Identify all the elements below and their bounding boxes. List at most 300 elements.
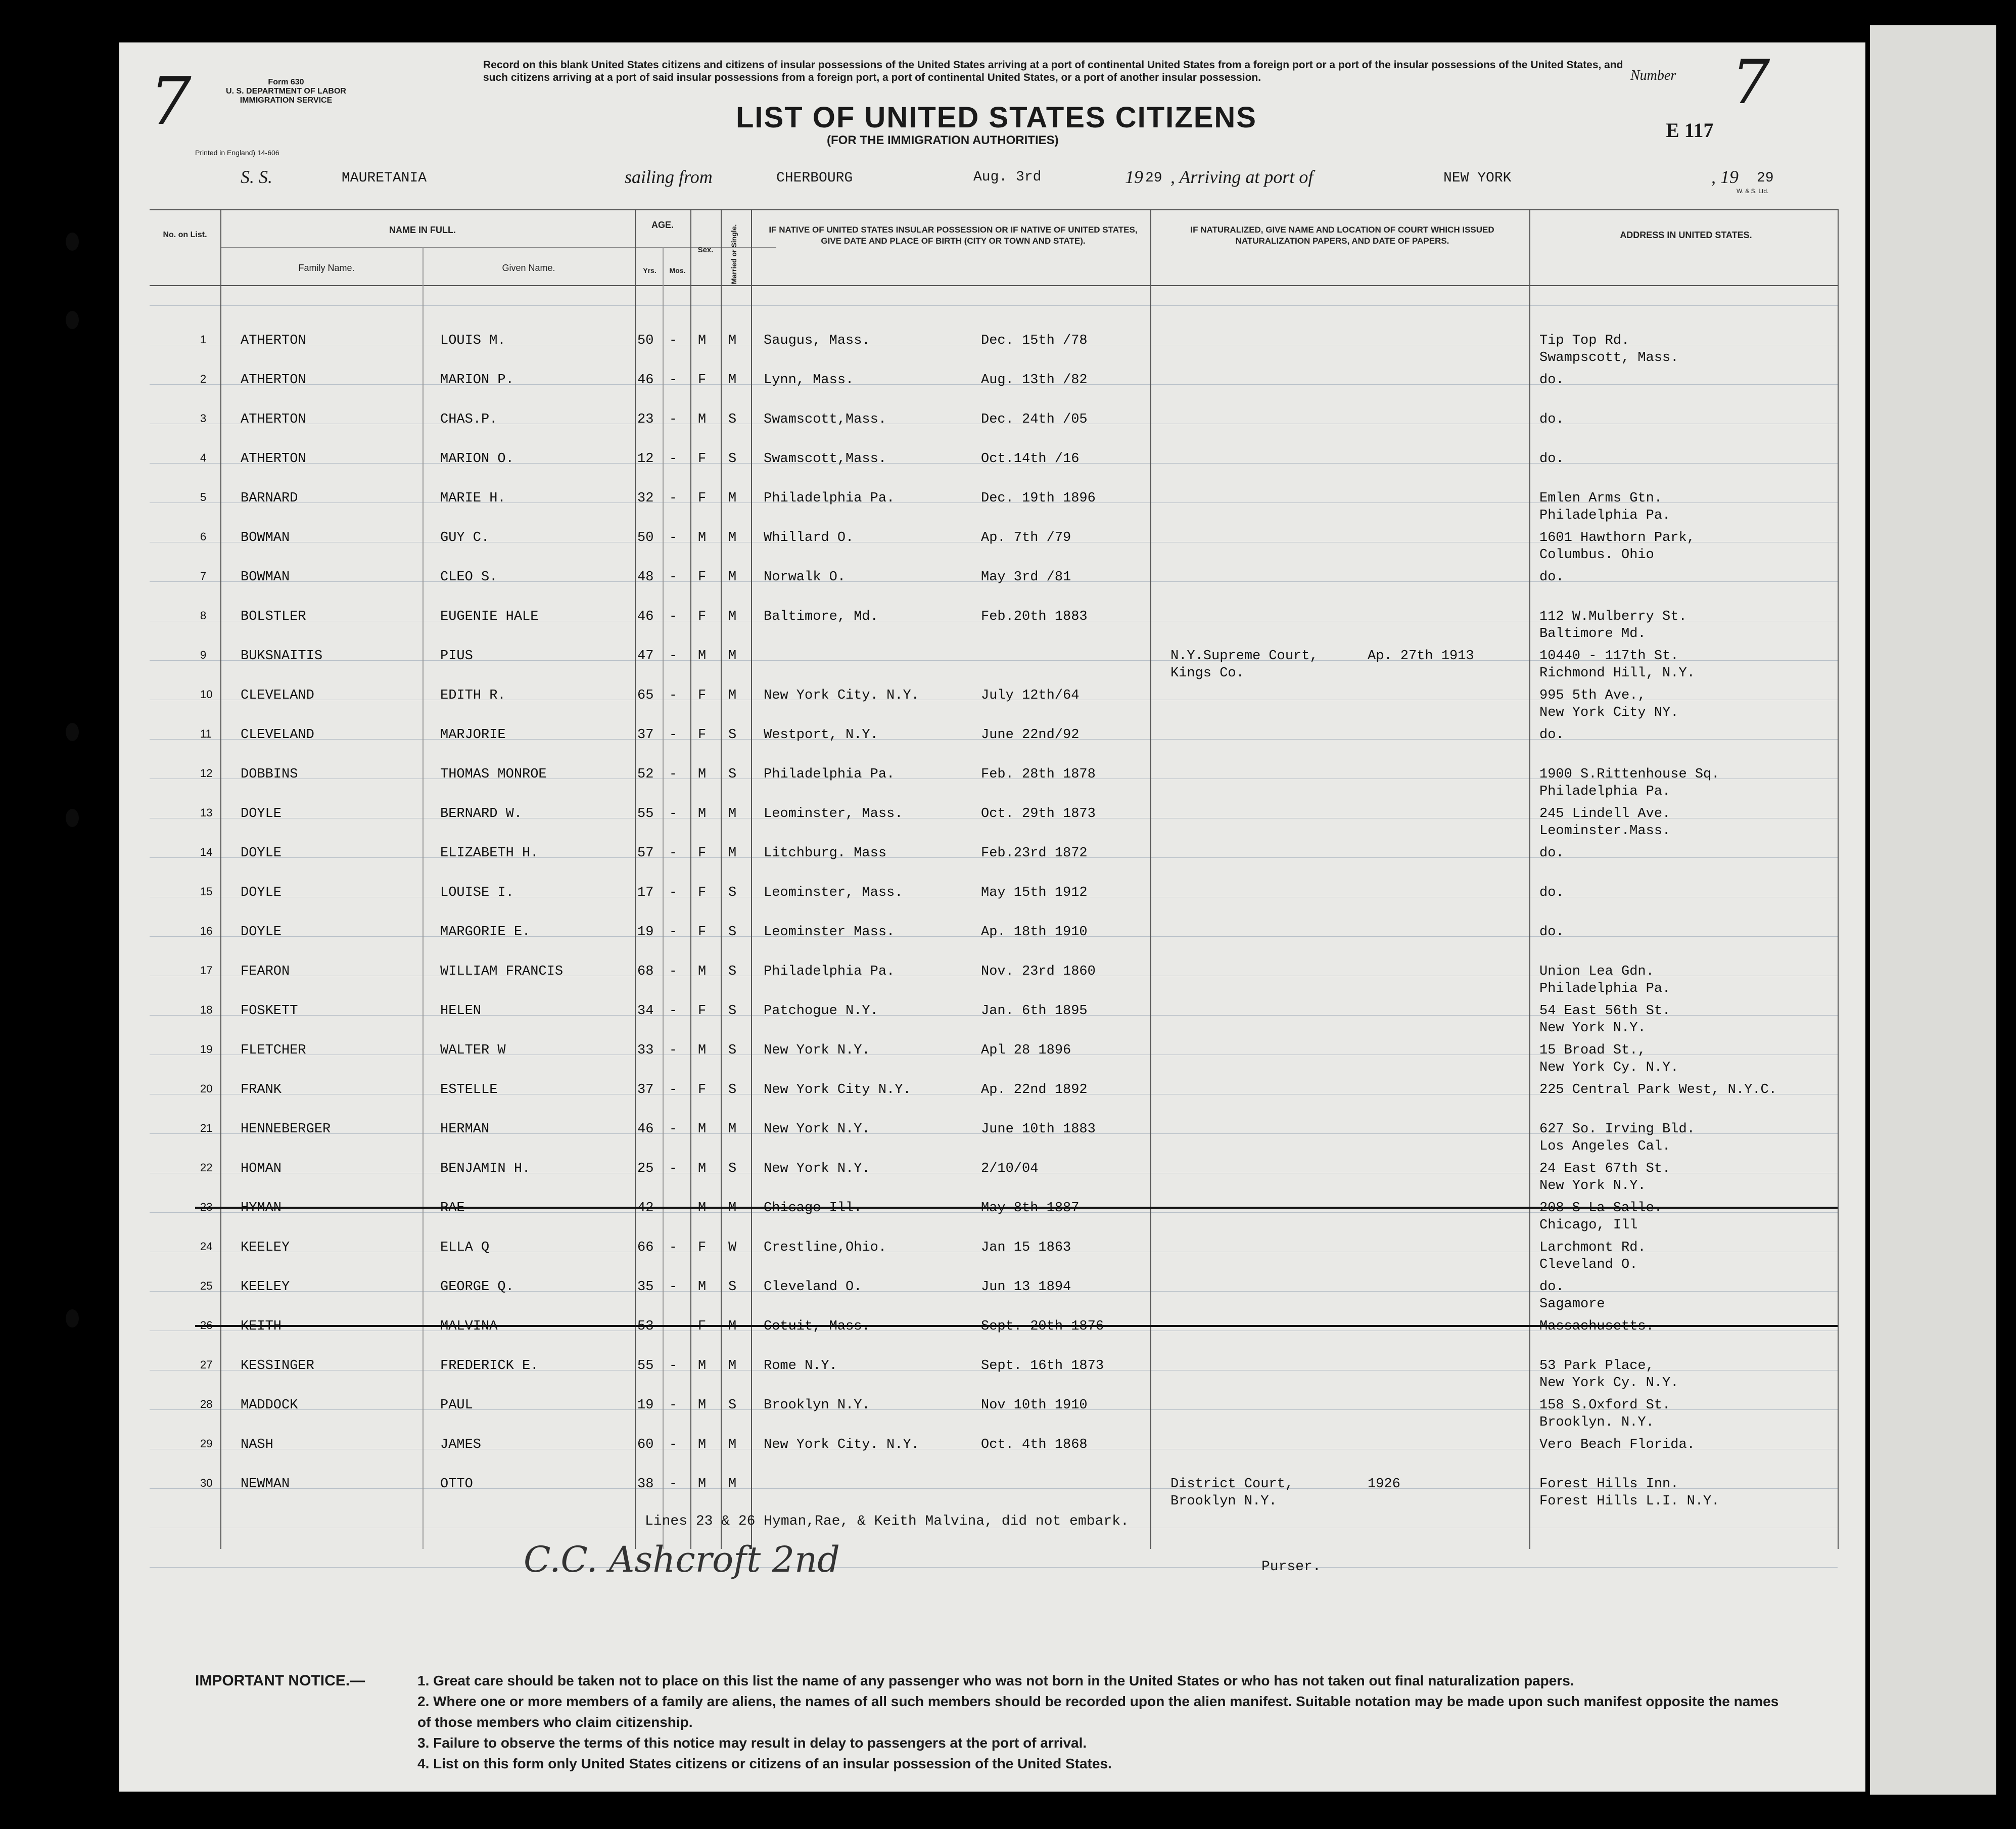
page-code: E 117 xyxy=(1666,119,1714,142)
cell-sex: M xyxy=(698,412,707,427)
cell-ms: S xyxy=(728,1003,737,1019)
cell-no: 7 xyxy=(200,570,207,582)
cell-date: July 12th/64 xyxy=(981,688,1080,703)
cell-no: 5 xyxy=(200,491,207,504)
cell-no: 21 xyxy=(200,1122,213,1134)
cell-mos: - xyxy=(669,333,678,348)
cell-family: FOSKETT xyxy=(241,1003,298,1019)
cell-date: Feb.20th 1883 xyxy=(981,609,1088,624)
header-no: No. on List. xyxy=(163,231,207,239)
cell-addr1: 1601 Hawthorn Park, xyxy=(1539,530,1695,545)
form-number: Form 630 xyxy=(268,78,304,86)
header-married-single: Married or Single. xyxy=(730,224,738,284)
cell-mos: - xyxy=(669,846,678,861)
header-mos: Mos. xyxy=(669,266,686,275)
number-label: Number xyxy=(1630,68,1676,83)
cell-given: THOMAS MONROE xyxy=(440,767,547,782)
corner-mark: 7 xyxy=(150,63,192,140)
did-not-embark-note: Lines 23 & 26 Hyman,Rae, & Keith Malvina, did not embark. xyxy=(645,1514,1129,1529)
cell-given: MARION P. xyxy=(440,373,514,388)
cell-place: New York N.Y. xyxy=(764,1161,870,1176)
form-tag xyxy=(210,78,362,105)
cell-date: June 22nd/92 xyxy=(981,727,1080,743)
cell-no: 20 xyxy=(200,1082,213,1095)
cell-addr2: Brooklyn. N.Y. xyxy=(1539,1415,1654,1430)
manifest-sheet xyxy=(119,42,1865,1792)
cell-ms: S xyxy=(728,885,737,900)
cell-addr2: New York N.Y. xyxy=(1539,1021,1646,1036)
cell-sex: M xyxy=(698,1279,707,1295)
adjacent-page-strip xyxy=(1870,25,1996,1795)
cell-addr2: Chicago, Ill xyxy=(1539,1218,1638,1233)
cell-given: PIUS xyxy=(440,649,473,664)
cell-addr1: Vero Beach Florida. xyxy=(1539,1437,1695,1452)
cell-addr1: do. xyxy=(1539,412,1564,427)
arrival-year-prefix: , 19 xyxy=(1711,167,1739,187)
cell-mos: - xyxy=(669,806,678,821)
cell-family: DOYLE xyxy=(241,885,282,900)
cell-age: 48 xyxy=(637,570,654,585)
cell-no: 1 xyxy=(200,333,207,346)
cell-family: BOLSTLER xyxy=(241,609,306,624)
cell-ms: M xyxy=(728,1477,737,1492)
cell-ms: M xyxy=(728,1437,737,1452)
ruled-line xyxy=(150,1567,1838,1568)
cell-age: 38 xyxy=(637,1477,654,1492)
cell-addr2: Philadelphia Pa. xyxy=(1539,508,1671,523)
cell-court-date: Ap. 27th 1913 xyxy=(1368,649,1474,664)
important-notice xyxy=(195,1670,1779,1771)
cell-age: 50 xyxy=(637,333,654,348)
cell-place: Crestline,Ohio. xyxy=(764,1240,887,1255)
header-yrs: Yrs. xyxy=(643,266,657,275)
cell-no: 10 xyxy=(200,688,213,701)
cell-date: Nov. 23rd 1860 xyxy=(981,964,1096,979)
cell-family: BOWMAN xyxy=(241,570,290,585)
cell-mos: - xyxy=(669,609,678,624)
cell-given: ESTELLE xyxy=(440,1082,498,1098)
cell-date: Ap. 7th /79 xyxy=(981,530,1071,545)
cell-age: 57 xyxy=(637,846,654,861)
cell-ms: M xyxy=(728,846,737,861)
cell-sex: M xyxy=(698,964,707,979)
cell-date: Jan. 6th 1895 xyxy=(981,1003,1088,1019)
cell-ms: S xyxy=(728,412,737,427)
cell-sex: F xyxy=(698,451,707,467)
cell-addr1: do. xyxy=(1539,451,1564,467)
ruled-line xyxy=(150,305,1838,306)
cell-mos: - xyxy=(669,451,678,467)
cell-sex: F xyxy=(698,373,707,388)
cell-addr1: Forest Hills Inn. xyxy=(1539,1477,1679,1492)
cell-addr1: Emlen Arms Gtn. xyxy=(1539,491,1663,506)
cell-addr1: 15 Broad St., xyxy=(1539,1043,1646,1058)
department-name: U. S. DEPARTMENT OF LABOR xyxy=(226,87,346,96)
cell-given: HELEN xyxy=(440,1003,482,1019)
cell-place: New York City. N.Y. xyxy=(764,1437,919,1452)
cell-sex: M xyxy=(698,649,707,664)
cell-age: 23 xyxy=(637,412,654,427)
cell-ms: S xyxy=(728,727,737,743)
purser-label: Purser. xyxy=(1261,1559,1321,1575)
cell-family: HENNEBERGER xyxy=(241,1122,331,1137)
cell-age: 32 xyxy=(637,491,654,506)
col-divider xyxy=(663,247,664,1549)
cell-addr2: New York Cy. N.Y. xyxy=(1539,1060,1679,1075)
cell-ms: S xyxy=(728,1082,737,1098)
cell-mos: - xyxy=(669,885,678,900)
cell-addr1: do. xyxy=(1539,727,1564,743)
cell-age: 65 xyxy=(637,688,654,703)
cell-family: FEARON xyxy=(241,964,290,979)
cell-date: Ap. 22nd 1892 xyxy=(981,1082,1088,1098)
cell-addr1: do. xyxy=(1539,846,1564,861)
cell-place: Leominster, Mass. xyxy=(764,806,903,821)
header-age: AGE. xyxy=(651,220,674,230)
cell-date: Jan 15 1863 xyxy=(981,1240,1071,1255)
cell-sex: M xyxy=(698,333,707,348)
arrival-year: 29 xyxy=(1757,170,1774,186)
cell-date: Feb. 28th 1878 xyxy=(981,767,1096,782)
notice-items xyxy=(417,1670,1782,1774)
cell-place: Cleveland O. xyxy=(764,1279,862,1295)
cell-given: BERNARD W. xyxy=(440,806,523,821)
sailing-date: Aug. 3rd xyxy=(973,169,1042,185)
cell-addr1: 158 S.Oxford St. xyxy=(1539,1398,1671,1413)
cell-age: 17 xyxy=(637,885,654,900)
arriving-label: , Arriving at port of xyxy=(1170,167,1314,187)
cell-addr1: Union Lea Gdn. xyxy=(1539,964,1654,979)
cell-sex: F xyxy=(698,609,707,624)
cell-place: Brooklyn N.Y. xyxy=(764,1398,870,1413)
cell-mos: - xyxy=(669,925,678,940)
cell-addr1: 627 So. Irving Bld. xyxy=(1539,1122,1695,1137)
col-divider xyxy=(1529,209,1530,1549)
cell-sex: F xyxy=(698,570,707,585)
cell-mos: - xyxy=(669,964,678,979)
cell-no: 30 xyxy=(200,1477,213,1489)
cell-place: Litchburg. Mass xyxy=(764,846,887,861)
cell-date: Oct. 4th 1868 xyxy=(981,1437,1088,1452)
cell-place: Baltimore, Md. xyxy=(764,609,878,624)
cell-given: ELIZABETH H. xyxy=(440,846,539,861)
cell-sex: F xyxy=(698,925,707,940)
header-top-rule xyxy=(150,209,1838,210)
cell-no: 11 xyxy=(200,727,212,740)
cell-given: CHAS.P. xyxy=(440,412,498,427)
cell-addr1: do. xyxy=(1539,925,1564,940)
cell-sex: M xyxy=(698,1477,707,1492)
cell-mos: - xyxy=(669,1279,678,1295)
cell-no: 17 xyxy=(200,964,213,977)
cell-addr2: New York N.Y. xyxy=(1539,1178,1646,1194)
cell-given: JAMES xyxy=(440,1437,482,1452)
cell-family: ATHERTON xyxy=(241,412,306,427)
cell-mos: - xyxy=(669,412,678,427)
cell-sex: M xyxy=(698,1437,707,1452)
cell-place: Philadelphia Pa. xyxy=(764,767,895,782)
notice-item: 1. Great care should be taken not to place on this list the name of any passenger who was not born in the United States or who has not taken out final naturalization papers. xyxy=(417,1673,1574,1688)
cell-age: 47 xyxy=(637,649,654,664)
cell-no: 22 xyxy=(200,1161,213,1174)
service-name: IMMIGRATION SERVICE xyxy=(240,96,333,105)
page-subtitle: (FOR THE IMMIGRATION AUTHORITIES) xyxy=(827,133,1059,147)
cell-no: 29 xyxy=(200,1437,213,1450)
cell-ms: M xyxy=(728,373,737,388)
punch-hole xyxy=(66,311,79,329)
cell-addr1: 1900 S.Rittenhouse Sq. xyxy=(1539,767,1720,782)
cell-court-date: 1926 xyxy=(1368,1477,1400,1492)
strikethrough-line xyxy=(195,1325,1838,1327)
cell-family: DOYLE xyxy=(241,925,282,940)
cell-addr2: Sagamore xyxy=(1539,1297,1605,1312)
cell-mos: - xyxy=(669,1043,678,1058)
purser-signature: C.C. Ashcroft 2nd xyxy=(524,1539,840,1580)
cell-ms: S xyxy=(728,964,737,979)
cell-place: Norwalk O. xyxy=(764,570,846,585)
cell-no: 28 xyxy=(200,1398,213,1410)
cell-addr2: New York Cy. N.Y. xyxy=(1539,1376,1679,1391)
cell-place: Leominster Mass. xyxy=(764,925,895,940)
cell-family: NEWMAN xyxy=(241,1477,290,1492)
cell-age: 55 xyxy=(637,806,654,821)
cell-date: Dec. 24th /05 xyxy=(981,412,1088,427)
cell-place: Westport, N.Y. xyxy=(764,727,878,743)
cell-sex: M xyxy=(698,806,707,821)
cell-age: 50 xyxy=(637,530,654,545)
cell-place: Swamscott,Mass. xyxy=(764,451,887,467)
cell-court: N.Y.Supreme Court, xyxy=(1170,649,1318,664)
cell-date: Dec. 15th /78 xyxy=(981,333,1088,348)
cell-family: DOBBINS xyxy=(241,767,298,782)
header-birth: IF NATIVE OF UNITED STATES INSULAR POSSESSION OR IF NATIVE OF UNITED STATES, GIVE DATE AND PLACE OF BIRTH (CITY OR TOWN AND STATE). xyxy=(769,225,1138,246)
cell-age: 52 xyxy=(637,767,654,782)
notice-item: 2. Where one or more members of a family are aliens, the names of all such members should be recorded upon the alien manifest. Suitable notation may be made upon such manifest opposite the names of those members who claim citizenship. xyxy=(417,1694,1779,1730)
cell-ms: M xyxy=(728,609,737,624)
cell-family: DOYLE xyxy=(241,806,282,821)
cell-family: KEELEY xyxy=(241,1279,290,1295)
cell-age: 37 xyxy=(637,727,654,743)
cell-place: Rome N.Y. xyxy=(764,1358,837,1374)
cell-family: BOWMAN xyxy=(241,530,290,545)
cell-place: Patchogue N.Y. xyxy=(764,1003,878,1019)
cell-mos: - xyxy=(669,1003,678,1019)
cell-addr1: 24 East 67th St. xyxy=(1539,1161,1671,1176)
cell-ms: M xyxy=(728,491,737,506)
cell-given: WALTER W xyxy=(440,1043,506,1058)
cell-place: Saugus, Mass. xyxy=(764,333,870,348)
cell-mos: - xyxy=(669,727,678,743)
cell-place: Philadelphia Pa. xyxy=(764,964,895,979)
cell-mos: - xyxy=(669,1358,678,1374)
cell-no: 4 xyxy=(200,451,207,464)
cell-no: 6 xyxy=(200,530,207,543)
cell-addr1: Larchmont Rd. xyxy=(1539,1240,1646,1255)
cell-place: New York N.Y. xyxy=(764,1122,870,1137)
cell-sex: F xyxy=(698,846,707,861)
cell-addr1: 245 Lindell Ave. xyxy=(1539,806,1671,821)
cell-ms: W xyxy=(728,1240,737,1255)
cell-ms: M xyxy=(728,1358,737,1374)
cell-date: Ap. 18th 1910 xyxy=(981,925,1088,940)
cell-family: CLEVELAND xyxy=(241,727,314,743)
cell-no: 25 xyxy=(200,1279,213,1292)
cell-given: MARIE H. xyxy=(440,491,506,506)
cell-addr2: Los Angeles Cal. xyxy=(1539,1139,1671,1154)
cell-mos: - xyxy=(669,570,678,585)
header-sex: Sex. xyxy=(697,246,714,254)
cell-ms: S xyxy=(728,1043,737,1058)
cell-mos: - xyxy=(669,1240,678,1255)
cell-addr2: Cleveland O. xyxy=(1539,1257,1638,1272)
cell-place: New York City N.Y. xyxy=(764,1082,911,1098)
col-divider xyxy=(635,209,636,1549)
cell-given: MARJORIE xyxy=(440,727,506,743)
printer-mark: W. & S. Ltd. xyxy=(1737,188,1769,195)
col-divider xyxy=(1150,209,1151,1549)
cell-addr2: Philadelphia Pa. xyxy=(1539,784,1671,799)
cell-addr1: 995 5th Ave., xyxy=(1539,688,1646,703)
cell-place: Swamscott,Mass. xyxy=(764,412,887,427)
cell-age: 35 xyxy=(637,1279,654,1295)
cell-given: MARION O. xyxy=(440,451,514,467)
from-port: CHERBOURG xyxy=(776,170,853,186)
cell-age: 37 xyxy=(637,1082,654,1098)
cell-ms: M xyxy=(728,688,737,703)
cell-age: 25 xyxy=(637,1161,654,1176)
cell-given: MARGORIE E. xyxy=(440,925,531,940)
arrival-port: NEW YORK xyxy=(1443,170,1512,186)
cell-no: 27 xyxy=(200,1358,213,1371)
cell-addr1: do. xyxy=(1539,570,1564,585)
cell-addr2: Forest Hills L.I. N.Y. xyxy=(1539,1494,1720,1509)
cell-place: New York City. N.Y. xyxy=(764,688,919,703)
cell-place: Lynn, Mass. xyxy=(764,373,854,388)
cell-family: NASH xyxy=(241,1437,273,1452)
cell-no: 13 xyxy=(200,806,213,819)
strikethrough-line xyxy=(195,1207,1838,1209)
cell-ms: S xyxy=(728,1161,737,1176)
cell-court-location: Kings Co. xyxy=(1170,666,1244,681)
form-preamble: Record on this blank United States citizens and citizens of insular possessions of the United States arriving at a port of continental United States from a foreign port or a port of the insular possessions of the United States, and such citizens arriving at a port of said insular possessions from a foreign port, a port of continental United States, or a port of another insular possession. xyxy=(483,59,1623,83)
cell-sex: M xyxy=(698,1043,707,1058)
cell-addr1: do. xyxy=(1539,1279,1564,1295)
cell-mos: - xyxy=(669,491,678,506)
cell-sex: F xyxy=(698,491,707,506)
printed-note: Printed in England) 14-606 xyxy=(195,149,279,157)
cell-no: 2 xyxy=(200,373,207,385)
cell-mos: - xyxy=(669,1398,678,1413)
cell-mos: - xyxy=(669,1122,678,1137)
header-address: ADDRESS IN UNITED STATES. xyxy=(1620,230,1752,240)
cell-no: 3 xyxy=(200,412,207,425)
cell-ms: M xyxy=(728,333,737,348)
cell-date: Sept. 16th 1873 xyxy=(981,1358,1104,1374)
cell-no: 19 xyxy=(200,1043,213,1056)
cell-given: LOUIS M. xyxy=(440,333,506,348)
header-family: Family Name. xyxy=(298,263,355,273)
cell-sex: M xyxy=(698,1161,707,1176)
cell-ms: M xyxy=(728,1122,737,1137)
cell-family: MADDOCK xyxy=(241,1398,298,1413)
cell-given: ELLA Q xyxy=(440,1240,490,1255)
cell-age: 46 xyxy=(637,1122,654,1137)
cell-no: 18 xyxy=(200,1003,213,1016)
header-given: Given Name. xyxy=(502,263,555,273)
cell-addr2: Richmond Hill, N.Y. xyxy=(1539,666,1695,681)
cell-addr1: 10440 - 117th St. xyxy=(1539,649,1679,664)
cell-ms: M xyxy=(728,649,737,664)
cell-place: Philadelphia Pa. xyxy=(764,491,895,506)
cell-sex: M xyxy=(698,1358,707,1374)
cell-court: District Court, xyxy=(1170,1477,1294,1492)
header-naturalized: IF NATURALIZED, GIVE NAME AND LOCATION OF COURT WHICH ISSUED NATURALIZATION PAPERS, AND DATE OF PAPERS. xyxy=(1190,225,1494,246)
cell-age: 68 xyxy=(637,964,654,979)
cell-date: Dec. 19th 1896 xyxy=(981,491,1096,506)
cell-date: Apl 28 1896 xyxy=(981,1043,1071,1058)
cell-no: 12 xyxy=(200,767,213,780)
cell-ms: S xyxy=(728,451,737,467)
cell-age: 66 xyxy=(637,1240,654,1255)
cell-court-location: Brooklyn N.Y. xyxy=(1170,1494,1277,1509)
cell-date: Feb.23rd 1872 xyxy=(981,846,1088,861)
cell-sex: M xyxy=(698,1398,707,1413)
cell-addr2: Columbus. Ohio xyxy=(1539,547,1654,563)
cell-addr1: Tip Top Rd. xyxy=(1539,333,1630,348)
cell-place: Whillard O. xyxy=(764,530,854,545)
ss-label: S. S. xyxy=(241,167,272,187)
cell-addr1: 112 W.Mulberry St. xyxy=(1539,609,1687,624)
cell-mos: - xyxy=(669,688,678,703)
cell-family: FLETCHER xyxy=(241,1043,306,1058)
punch-hole xyxy=(66,233,79,251)
cell-mos: - xyxy=(669,1477,678,1492)
cell-addr2: Baltimore Md. xyxy=(1539,626,1646,642)
sailing-label: sailing from xyxy=(625,167,713,187)
cell-given: CLEO S. xyxy=(440,570,498,585)
cell-mos: - xyxy=(669,649,678,664)
cell-ms: M xyxy=(728,806,737,821)
cell-mos: - xyxy=(669,1082,678,1098)
cell-date: June 10th 1883 xyxy=(981,1122,1096,1137)
cell-no: 24 xyxy=(200,1240,213,1253)
col-divider xyxy=(423,247,424,1549)
cell-no: 14 xyxy=(200,846,213,858)
notice-item: 4. List on this form only United States citizens or citizens of an insular possession of the United States. xyxy=(417,1756,1112,1771)
cell-age: 33 xyxy=(637,1043,654,1058)
cell-addr1: do. xyxy=(1539,885,1564,900)
cell-given: OTTO xyxy=(440,1477,473,1492)
col-divider xyxy=(220,209,221,1549)
cell-given: BENJAMIN H. xyxy=(440,1161,531,1176)
cell-mos: - xyxy=(669,373,678,388)
cell-ms: S xyxy=(728,925,737,940)
punch-hole xyxy=(66,723,79,741)
cell-given: EDITH R. xyxy=(440,688,506,703)
punch-hole xyxy=(66,809,79,827)
cell-sex: F xyxy=(698,1003,707,1019)
cell-addr1: do. xyxy=(1539,373,1564,388)
cell-no: 9 xyxy=(200,649,207,661)
cell-date: Aug. 13th /82 xyxy=(981,373,1088,388)
cell-place: Leominster, Mass. xyxy=(764,885,903,900)
cell-date: Nov 10th 1910 xyxy=(981,1398,1088,1413)
col-divider xyxy=(721,209,722,1549)
header-name: NAME IN FULL. xyxy=(389,225,456,235)
cell-family: BUKSNAITIS xyxy=(241,649,323,664)
cell-sex: M xyxy=(698,530,707,545)
cell-no: 16 xyxy=(200,925,213,937)
